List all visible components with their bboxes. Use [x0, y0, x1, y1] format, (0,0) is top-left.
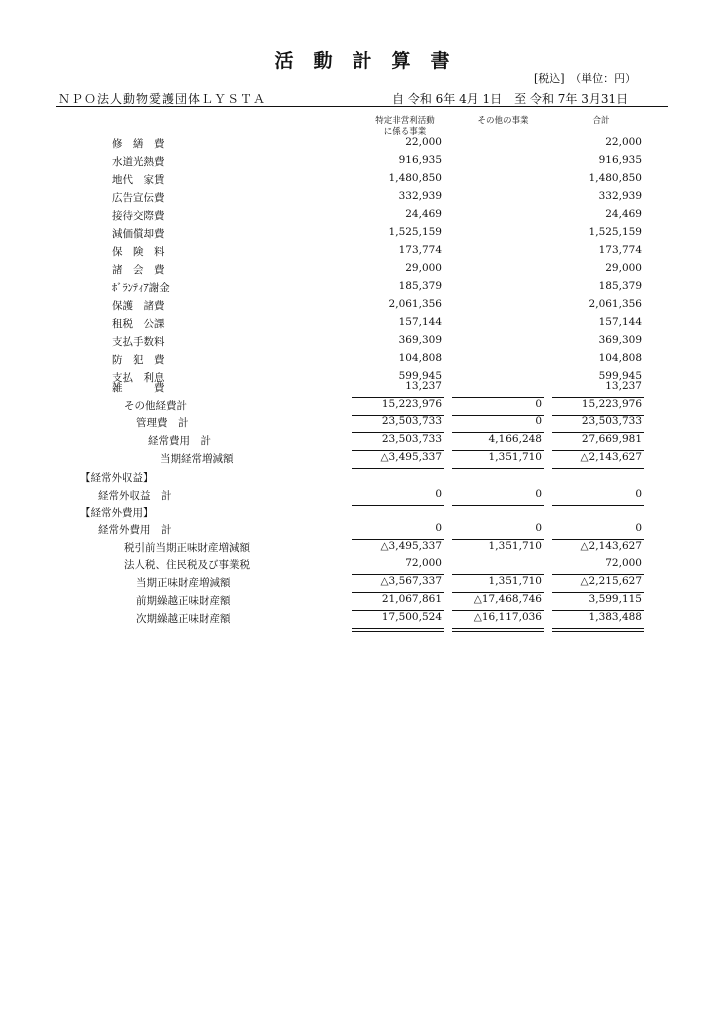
value-total: 0	[635, 488, 642, 500]
value-total: 332,939	[598, 190, 642, 202]
double-underline	[352, 628, 444, 632]
row-label: 雑 費	[112, 382, 165, 394]
table-row	[0, 470, 724, 487]
row-label: 税引前当期正味財産増減額	[124, 542, 250, 554]
unit-note: [税込] （単位：円）	[534, 72, 637, 85]
value-nonprofit: 369,309	[398, 334, 442, 346]
value-other: △17,468,746	[473, 593, 542, 605]
value-total: 22,000	[605, 136, 642, 148]
value-other: 0	[535, 488, 542, 500]
table-row	[0, 522, 724, 539]
double-underline	[452, 628, 544, 632]
row-label: 地代 家賃	[112, 174, 165, 186]
table-row	[0, 488, 724, 505]
value-total: 72,000	[605, 557, 642, 569]
row-label: 諸 会 費	[112, 264, 165, 276]
table-row	[0, 316, 724, 333]
value-nonprofit: 173,774	[398, 244, 442, 256]
value-nonprofit: 1,525,159	[388, 226, 442, 238]
underline	[552, 468, 644, 469]
value-nonprofit: 1,480,850	[388, 172, 442, 184]
value-total: 24,469	[605, 208, 642, 220]
row-label: 前期繰越正味財産額	[136, 595, 231, 607]
table-row	[0, 415, 724, 432]
table-row	[0, 226, 724, 243]
column-header-total: 合計	[592, 116, 610, 126]
organization-name: ＮＰＯ法人動物愛護団体ＬＹＳＴＡ	[58, 92, 267, 106]
double-underline	[552, 628, 644, 632]
value-other: 4,166,248	[488, 433, 542, 445]
table-row	[0, 172, 724, 189]
value-nonprofit: 21,067,861	[381, 593, 442, 605]
table-row	[0, 380, 724, 397]
table-row	[0, 190, 724, 207]
row-label: 租税 公課	[112, 318, 165, 330]
row-label: 水道光熱費	[112, 156, 165, 168]
table-row	[0, 244, 724, 261]
value-total: △2,143,627	[580, 540, 642, 552]
table-row	[0, 352, 724, 369]
row-label: 支払手数料	[112, 336, 165, 348]
row-label: 当期経常増減額	[160, 453, 234, 465]
value-nonprofit: 332,939	[398, 190, 442, 202]
value-nonprofit: 0	[435, 522, 442, 534]
value-nonprofit: 0	[435, 488, 442, 500]
value-total: 23,503,733	[581, 415, 642, 427]
header-rule	[56, 106, 668, 107]
table-row	[0, 593, 724, 610]
value-total: 3,599,115	[588, 593, 642, 605]
table-row	[0, 451, 724, 468]
value-nonprofit: 916,935	[398, 154, 442, 166]
value-other: △16,117,036	[473, 611, 542, 623]
column-header-nonprofit: 特定非営利活動 に係る事業	[375, 116, 435, 137]
value-nonprofit: 72,000	[405, 557, 442, 569]
value-total: 104,808	[598, 352, 642, 364]
row-label: 管理費 計	[136, 417, 189, 429]
value-total: 2,061,356	[588, 298, 642, 310]
table-row	[0, 208, 724, 225]
value-nonprofit: 185,379	[398, 280, 442, 292]
value-other: 1,351,710	[488, 540, 542, 552]
value-total: 15,223,976	[581, 398, 642, 410]
row-label: 法人税、住民税及び事業税	[124, 559, 250, 571]
table-row	[0, 433, 724, 450]
table-row	[0, 575, 724, 592]
value-nonprofit: 104,808	[398, 352, 442, 364]
row-label: 保 険 料	[112, 246, 165, 258]
value-total: △2,215,627	[580, 575, 642, 587]
value-other: 1,351,710	[488, 451, 542, 463]
value-total: 369,309	[598, 334, 642, 346]
value-nonprofit: 157,144	[398, 316, 442, 328]
value-total: 173,774	[598, 244, 642, 256]
document-title: 活動計算書	[274, 50, 470, 72]
row-label: 修 繕 費	[112, 138, 165, 150]
table-row	[0, 398, 724, 415]
fiscal-period: 自 令和 6年 4月 1日 至 令和 7年 3月31日	[392, 92, 629, 106]
underline	[452, 468, 544, 469]
row-label: 経常外費用 計	[98, 524, 172, 536]
value-total: 13,237	[605, 380, 642, 392]
value-total: 157,144	[598, 316, 642, 328]
value-other: 0	[535, 398, 542, 410]
value-nonprofit: 24,469	[405, 208, 442, 220]
table-row	[0, 136, 724, 153]
row-label: 保護 諸費	[112, 300, 165, 312]
value-total: 916,935	[598, 154, 642, 166]
value-total: 1,525,159	[588, 226, 642, 238]
table-row	[0, 505, 724, 522]
value-total: 27,669,981	[581, 433, 642, 445]
row-label: 接待交際費	[112, 210, 165, 222]
value-total: 0	[635, 522, 642, 534]
row-label: 経常費用 計	[148, 435, 211, 447]
value-total: 185,379	[598, 280, 642, 292]
underline	[352, 468, 444, 469]
row-label: 当期正味財産増減額	[136, 577, 231, 589]
value-other: 0	[535, 415, 542, 427]
row-label: ﾎﾞﾗﾝﾃｨｱ謝金	[112, 282, 170, 294]
value-nonprofit: 29,000	[405, 262, 442, 274]
row-label: 減価償却費	[112, 228, 165, 240]
row-label: その他経費計	[124, 400, 187, 412]
row-label: 経常外収益 計	[98, 490, 172, 502]
value-other: 0	[535, 522, 542, 534]
table-row	[0, 262, 724, 279]
table-row	[0, 334, 724, 351]
value-nonprofit: △3,495,337	[380, 540, 442, 552]
value-nonprofit: 15,223,976	[381, 398, 442, 410]
table-row	[0, 557, 724, 574]
column-header-other: その他の事業	[477, 116, 529, 126]
value-nonprofit: △3,495,337	[380, 451, 442, 463]
row-label: 次期繰越正味財産額	[136, 613, 231, 625]
table-row	[0, 154, 724, 171]
row-label: 【経常外費用】	[80, 507, 154, 519]
value-nonprofit: 23,503,733	[381, 433, 442, 445]
value-nonprofit: 13,237	[405, 380, 442, 392]
value-nonprofit: △3,567,337	[380, 575, 442, 587]
table-row	[0, 540, 724, 557]
row-label: 【経常外収益】	[80, 472, 154, 484]
table-row	[0, 611, 724, 628]
value-total: 29,000	[605, 262, 642, 274]
value-other: 1,351,710	[488, 575, 542, 587]
value-nonprofit: 22,000	[405, 136, 442, 148]
value-nonprofit: 599,945	[398, 370, 442, 382]
row-label: 防 犯 費	[112, 354, 165, 366]
value-total: 599,945	[598, 370, 642, 382]
value-nonprofit: 2,061,356	[388, 298, 442, 310]
value-total: △2,143,627	[580, 451, 642, 463]
value-total: 1,383,488	[588, 611, 642, 623]
row-label: 支払 利息	[112, 372, 165, 384]
value-nonprofit: 23,503,733	[381, 415, 442, 427]
row-label: 広告宣伝費	[112, 192, 165, 204]
value-total: 1,480,850	[588, 172, 642, 184]
value-nonprofit: 17,500,524	[381, 611, 442, 623]
table-row	[0, 298, 724, 315]
table-row	[0, 280, 724, 297]
